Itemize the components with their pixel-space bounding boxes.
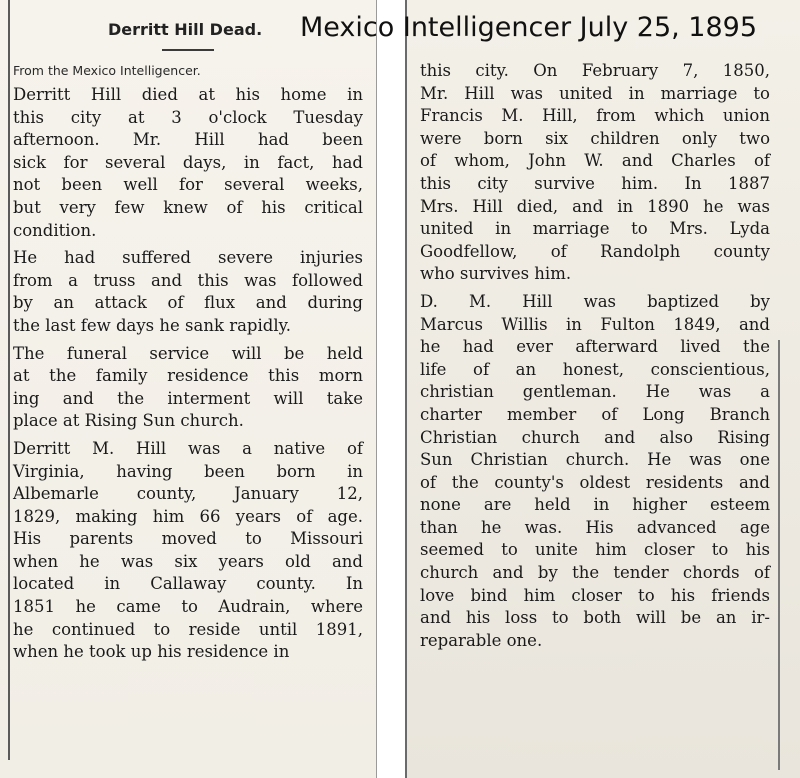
text-line: this city survive him. In 1887: [420, 173, 770, 193]
text-line: none are held in higher esteem: [420, 495, 770, 515]
text-line: this city. On February 7, 1850,: [420, 61, 770, 80]
text-line: he had ever afterward lived the: [420, 337, 770, 357]
text-line: united in marriage to Mrs. Lyda: [420, 219, 770, 239]
text-line: place at Rising Sun church.: [13, 411, 244, 431]
text-line: of whom, John W. and Charles of: [420, 151, 770, 171]
text-line: love bind him closer to his friends: [420, 585, 770, 605]
article-headline: Derritt Hill Dead.: [108, 20, 263, 39]
column-rule-middle-dark: [405, 0, 407, 778]
text-line: charter member of Long Branch: [420, 404, 770, 424]
article-paragraph: [13, 438, 363, 664]
text-line: not been well for several weeks,: [13, 175, 363, 195]
column-rule-left: [8, 0, 10, 760]
text-line: but very few knew of his critical: [13, 197, 363, 217]
text-line: christian gentleman. He was a: [420, 382, 770, 402]
text-line: Virginia, having been born in: [13, 461, 363, 481]
text-line: at the family residence this morn: [13, 366, 363, 386]
article-paragraph: [420, 291, 770, 653]
text-line: Francis M. Hill, from which union: [420, 106, 770, 126]
text-line: D. M. Hill was baptized by: [420, 291, 770, 311]
text-line: and his loss to both will be an ir-: [420, 608, 770, 628]
text-line: this city at 3 o'clock Tuesday: [13, 107, 363, 127]
text-line: located in Callaway county. In: [13, 574, 363, 594]
text-line: life of an honest, conscientious,: [420, 359, 770, 379]
text-line: church and by the tender chords of: [420, 563, 770, 583]
masthead-caption: Mexico Intelligencer July 25, 1895: [300, 12, 758, 43]
text-line: the last few days he sank rapidly.: [13, 315, 291, 335]
article-paragraph: [13, 84, 363, 242]
text-line: sick for several days, in fact, had: [13, 152, 363, 172]
headline-divider: [162, 49, 214, 51]
text-line: Albemarle county, January 12,: [13, 484, 363, 504]
text-line: Sun Christian church. He was one: [420, 450, 770, 470]
text-line: Christian church and also Rising: [420, 427, 770, 447]
text-line: of the county's oldest residents and: [420, 472, 770, 492]
column-rule-middle: [376, 0, 377, 778]
column-rule-right: [778, 340, 780, 770]
text-line: condition.: [13, 220, 97, 240]
text-line: were born six children only two: [420, 128, 770, 148]
text-line: Derritt M. Hill was a native of: [13, 438, 363, 458]
article-body-right: [420, 60, 770, 652]
text-line: reparable one.: [420, 630, 543, 650]
text-line: afternoon. Mr. Hill had been: [13, 130, 363, 150]
article-body-left: [13, 84, 363, 664]
text-line: Mrs. Hill died, and in 1890 he was: [420, 196, 770, 216]
text-line: The funeral service will be held: [13, 343, 363, 363]
text-line: Goodfellow, of Randolph county: [420, 241, 770, 261]
article-paragraph: [13, 247, 363, 337]
text-line: seemed to unite him closer to his: [420, 540, 770, 560]
text-line: by an attack of flux and during: [13, 293, 363, 313]
text-line: he continued to reside until 1891,: [13, 619, 363, 639]
text-line: when he took up his residence in: [13, 642, 290, 662]
text-line: who survives him.: [420, 264, 572, 284]
text-line: 1851 he came to Audrain, where: [13, 597, 363, 617]
article-paragraph: [13, 343, 363, 433]
text-line: ing and the interment will take: [13, 388, 363, 408]
text-line: Marcus Willis in Fulton 1849, and: [420, 314, 770, 334]
text-line: from a truss and this was followed: [13, 270, 363, 290]
text-line: Derritt Hill died at his home in: [13, 85, 363, 104]
article-paragraph: [420, 60, 770, 286]
text-line: He had suffered severe injuries: [13, 248, 363, 268]
text-line: 1829, making him 66 years of age.: [13, 506, 363, 526]
article-source: From the Mexico Intelligencer.: [13, 63, 201, 78]
text-line: than he was. His advanced age: [420, 517, 770, 537]
text-line: Mr. Hill was united in marriage to: [420, 83, 770, 103]
text-line: His parents moved to Missouri: [13, 529, 363, 549]
text-line: when he was six years old and: [13, 551, 363, 571]
